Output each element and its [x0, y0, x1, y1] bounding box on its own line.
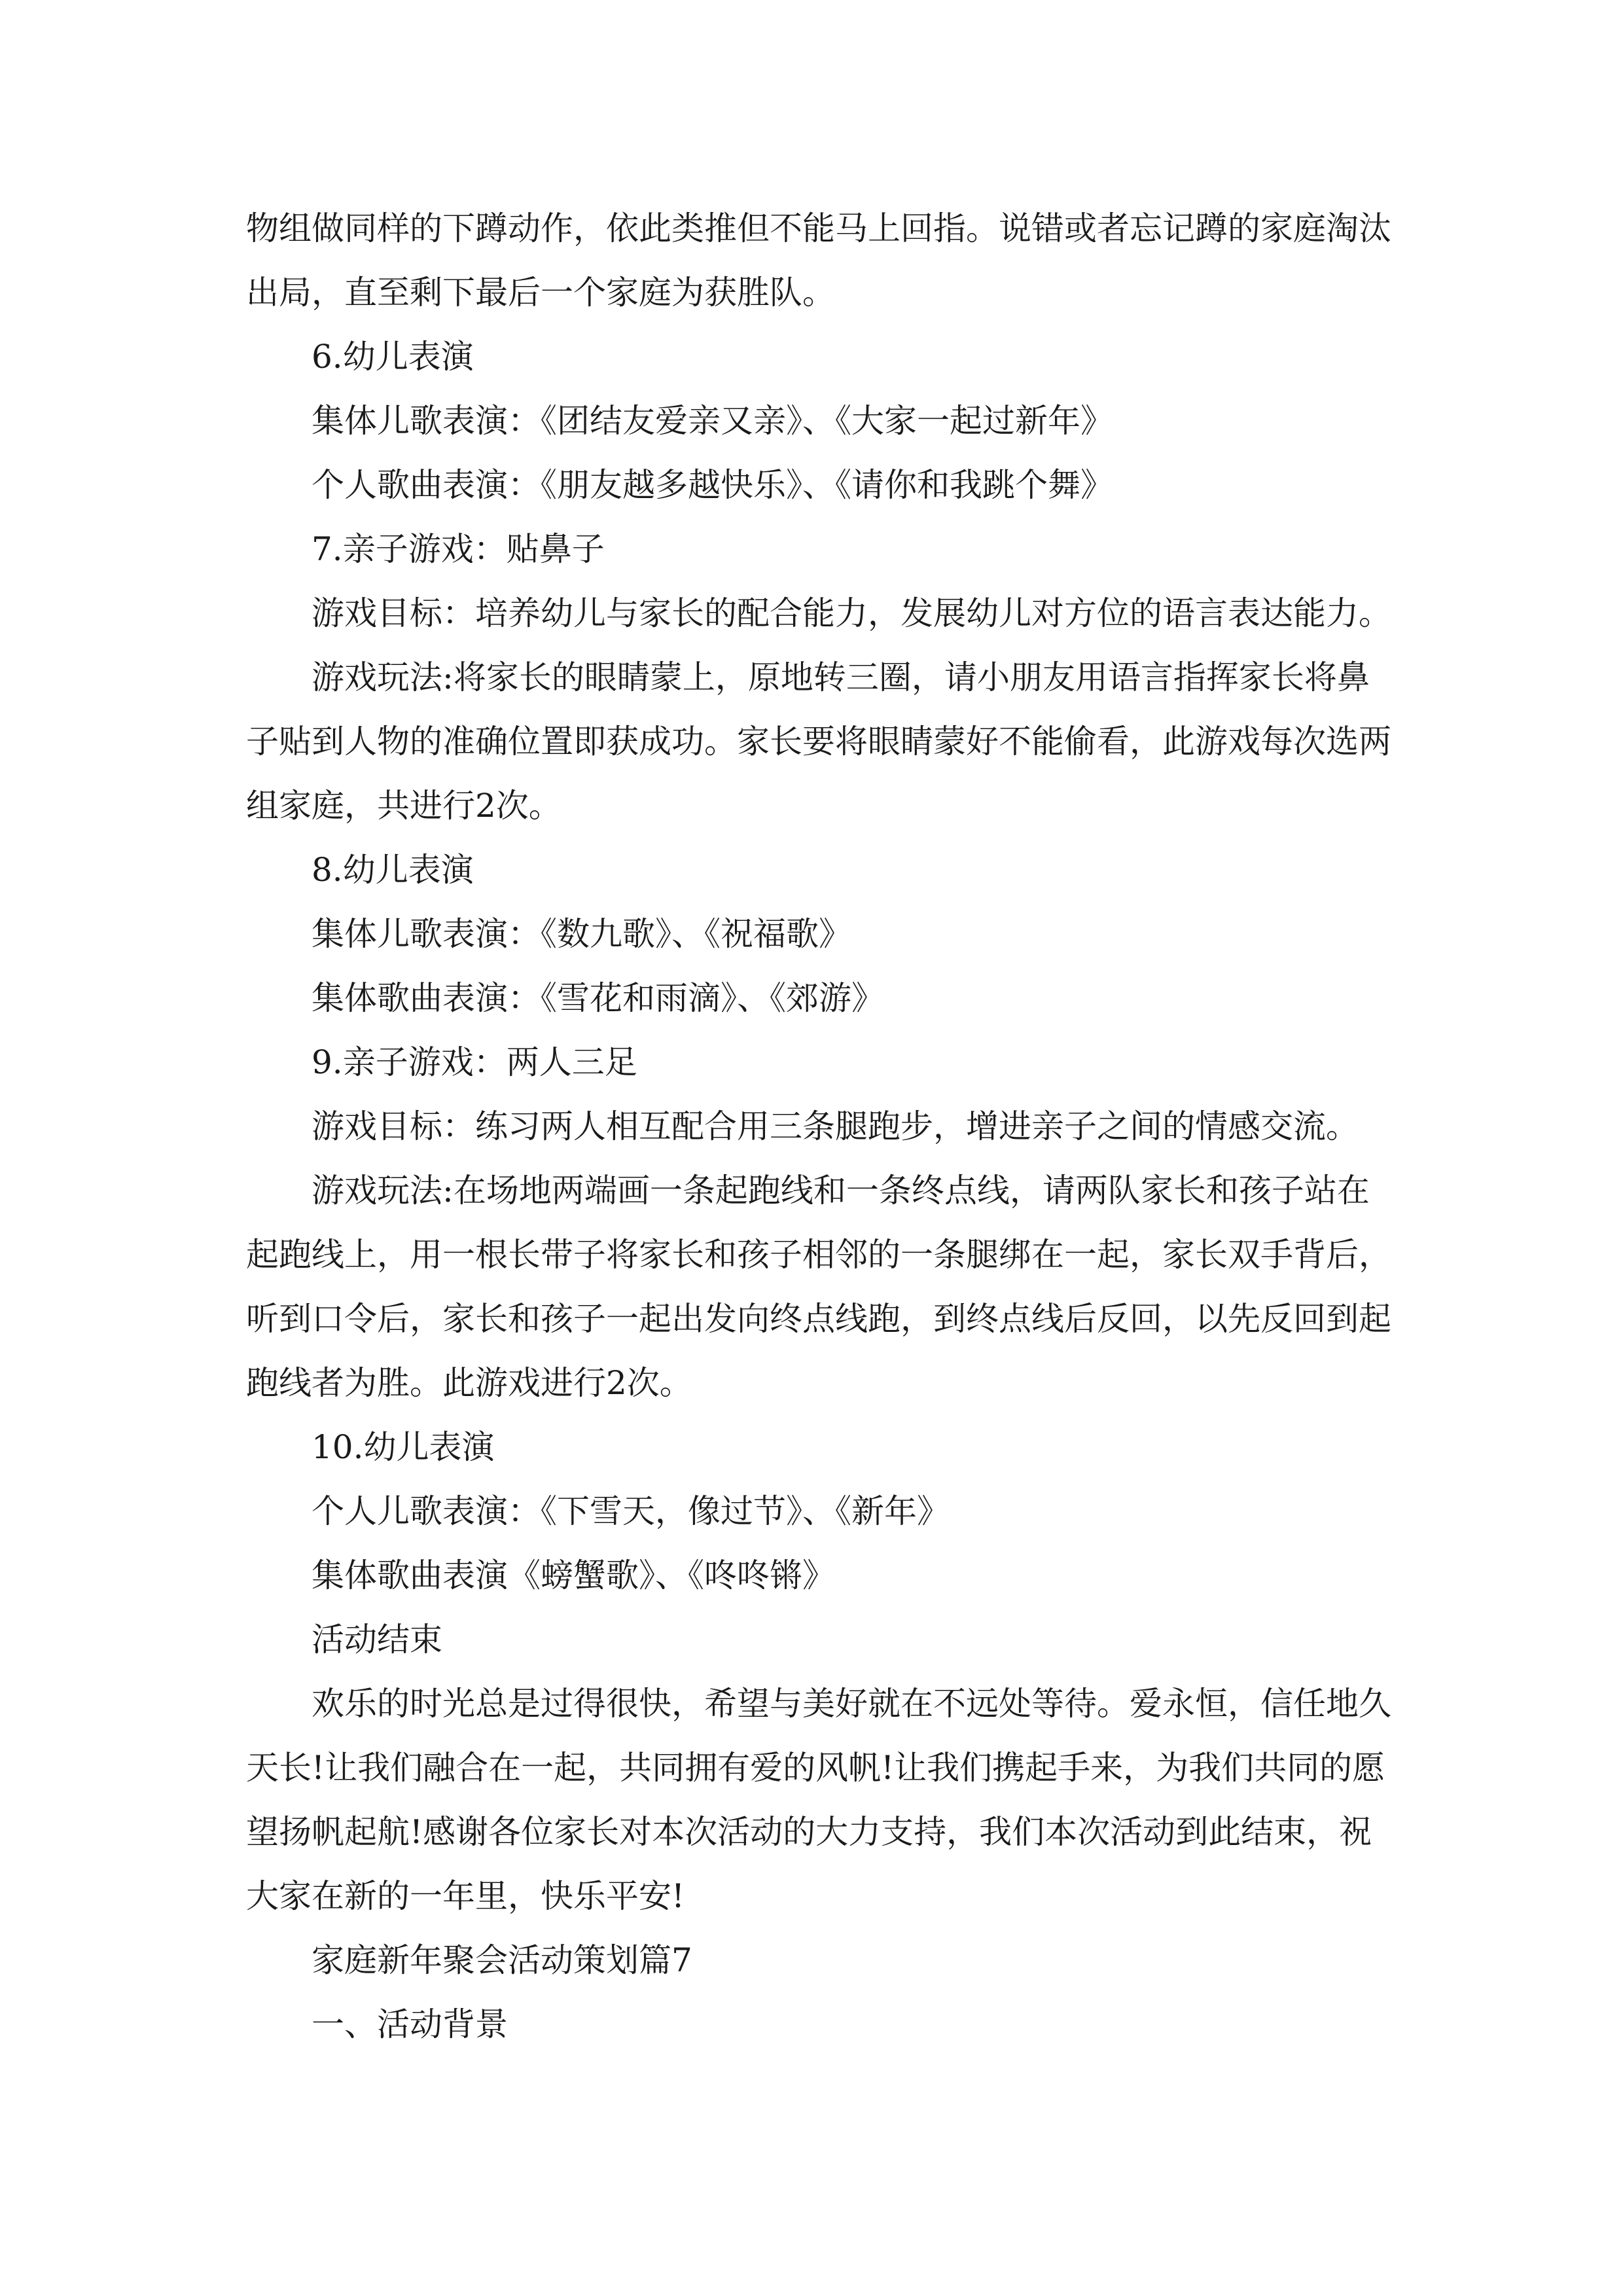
text-line: 望扬帆起航!感谢各位家长对本次活动的大力支持，我们本次活动到此结束，祝	[246, 1813, 1372, 1851]
text-line: 游戏玩法:将家长的眼睛蒙上，原地转三圈，请小朋友用语言指挥家长将鼻	[312, 658, 1370, 696]
text-line: 游戏玩法:在场地两端画一条起跑线和一条终点线，请两队家长和孩子站在	[312, 1172, 1370, 1210]
text-line: 集体儿歌表演：《数九歌》、《祝福歌》	[312, 915, 851, 953]
text-line: 活动结束	[312, 1621, 442, 1659]
document-body	[246, 196, 1398, 2056]
text-line: 跑线者为胜。此游戏进行2次。	[246, 1364, 692, 1402]
text-line: 6.幼儿表演	[312, 338, 474, 376]
text-line: 一、活动背景	[312, 2005, 508, 2043]
text-line: 集体儿歌表演：《团结友爱亲又亲》、《大家一起过新年》	[312, 402, 1113, 440]
text-line: 7.亲子游戏：贴鼻子	[312, 530, 605, 568]
text-line: 物组做同样的下蹲动作，依此类推但不能马上回指。说错或者忘记蹲的家庭淘汰	[246, 209, 1391, 247]
text-line: 起跑线上，用一根长带子将家长和孩子相邻的一条腿绑在一起，家长双手背后，	[246, 1236, 1391, 1274]
text-line: 大家在新的一年里，快乐平安!	[246, 1877, 685, 1915]
text-line: 10.幼儿表演	[312, 1428, 495, 1466]
text-line: 组家庭，共进行2次。	[246, 787, 562, 825]
text-line: 子贴到人物的准确位置即获成功。家长要将眼睛蒙好不能偷看，此游戏每次选两	[246, 723, 1391, 761]
text-line: 出局，直至剩下最后一个家庭为获胜队。	[246, 274, 835, 312]
text-line: 天长!让我们融合在一起，共同拥有爱的风帆!让我们携起手来，为我们共同的愿	[246, 1749, 1385, 1787]
text-line: 集体歌曲表演《螃蟹歌》、《咚咚锵》	[312, 1556, 835, 1594]
text-line: 个人歌曲表演：《朋友越多越快乐》、《请你和我跳个舞》	[312, 466, 1113, 504]
text-line: 家庭新年聚会活动策划篇7	[312, 1941, 692, 1979]
text-line: 游戏目标：练习两人相互配合用三条腿跑步，增进亲子之间的情感交流。	[312, 1107, 1359, 1145]
text-line: 游戏目标：培养幼儿与家长的配合能力，发展幼儿对方位的语言表达能力。	[312, 594, 1391, 632]
text-line: 个人儿歌表演：《下雪天，像过节》、《新年》	[312, 1492, 950, 1530]
text-line: 9.亲子游戏：两人三足	[312, 1043, 637, 1081]
text-line: 欢乐的时光总是过得很快，希望与美好就在不远处等待。爱永恒，信任地久	[312, 1685, 1391, 1723]
text-line: 8.幼儿表演	[312, 851, 474, 889]
text-line: 听到口令后，家长和孩子一起出发向终点线跑，到终点线后反回，以先反回到起	[246, 1300, 1391, 1338]
text-line: 集体歌曲表演：《雪花和雨滴》、《郊游》	[312, 979, 884, 1017]
